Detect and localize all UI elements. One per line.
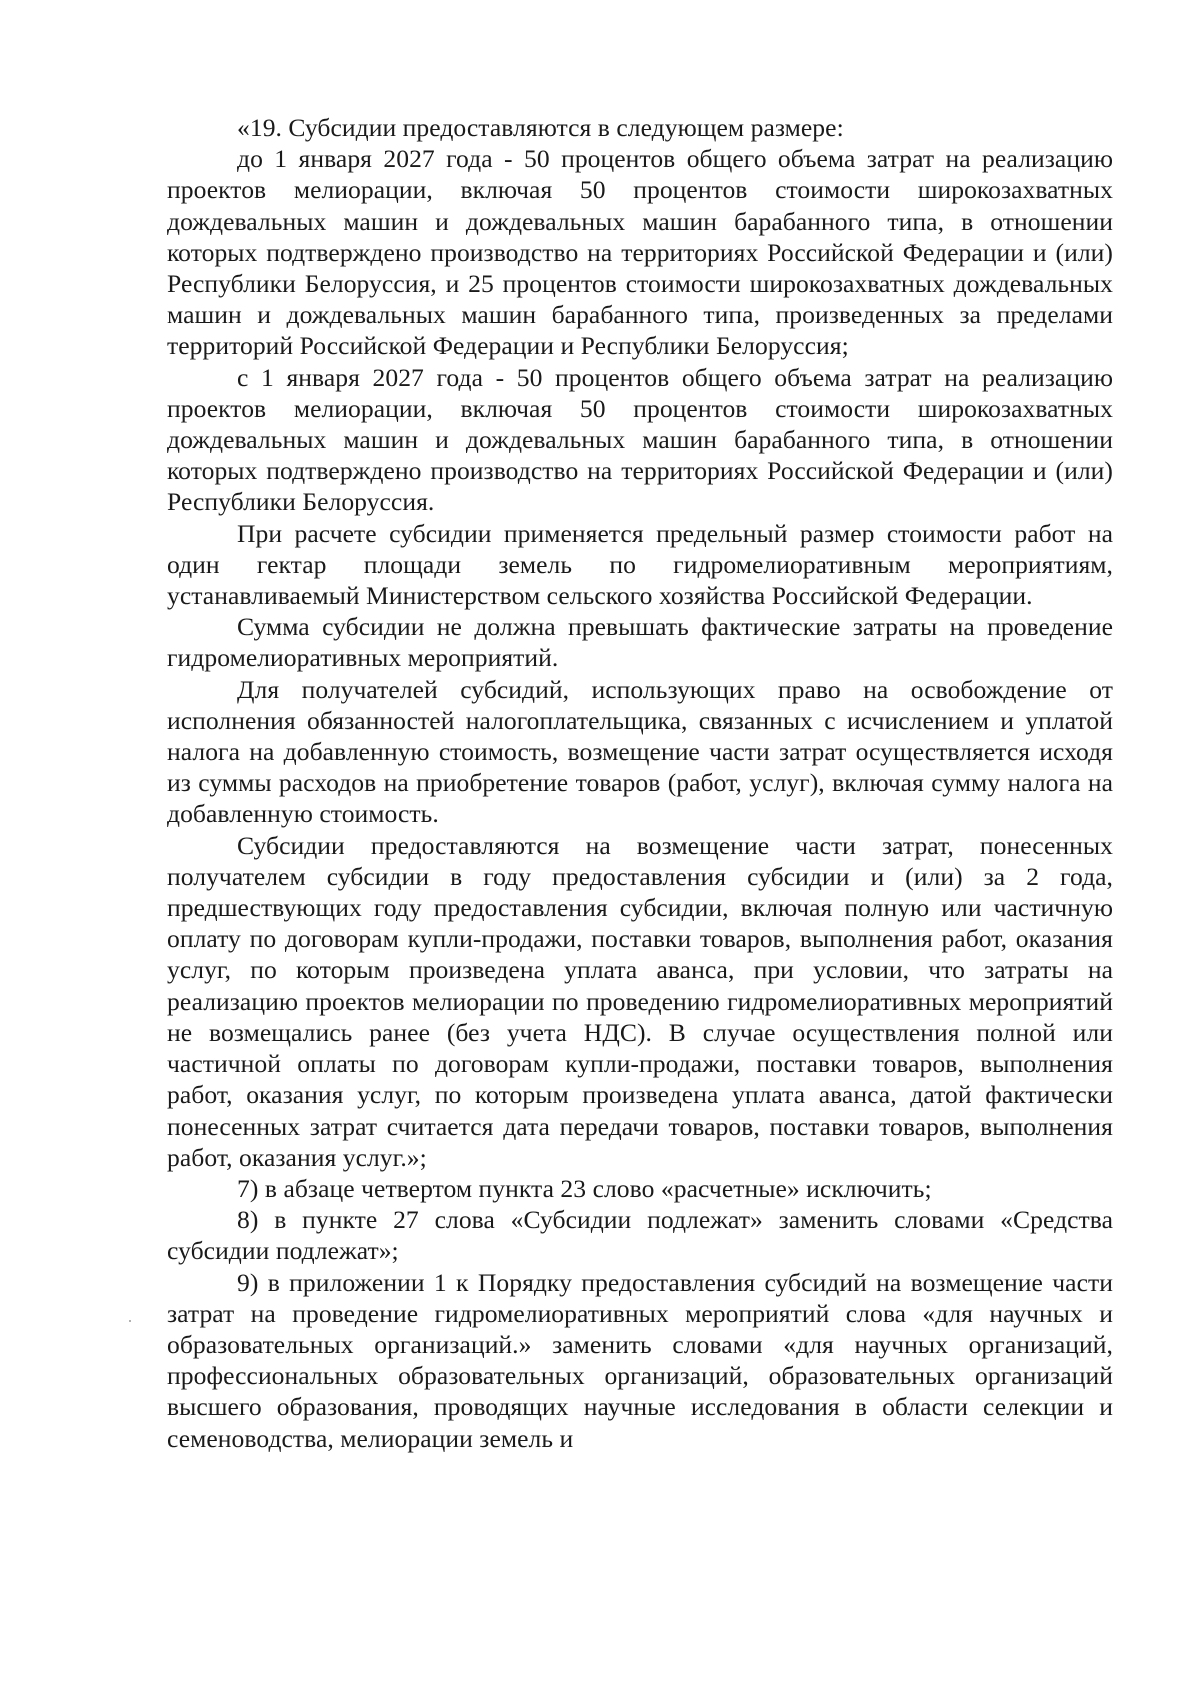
paragraph-cost-limit: При расчете субсидии применяется предельный размер стоимости работ на один гектар площади земель по гидромелиоративным мероприятиям, устанавливаемый Министерством сельского хозяйства Российской Федерации. xyxy=(167,518,1113,611)
paragraph-item-7: 7) в абзаце четвертом пункта 23 слово «расчетные» исключить; xyxy=(237,1173,932,1203)
paragraph-item-8: 8) в пункте 27 слова «Субсидии подлежат» заменить словами «Средства субсидии подлежат»; xyxy=(167,1205,1113,1266)
paragraph-subsidy-amount: Сумма субсидии не должна превышать фактические затраты на проведение гидромелиоративных мероприятий. xyxy=(167,612,1113,673)
paragraph-until-2027: до 1 января 2027 года - 50 процентов общего объема затрат на реализацию проектов мелиорации, включая 50 процентов стоимости широкозахватных дождевальных машин и дождевальных машин барабанного типа, в отношении которых подтверждено производство на территориях Российской Федерации и (или) Республики Белоруссия, и 25 процентов стоимости широкозахватных дождевальных машин и дождевальных машин барабанного типа, произведенных за пределами территорий Российской Федерации и Республики Белоруссия; xyxy=(167,144,1113,361)
document-body xyxy=(167,112,1113,1454)
paragraph-item-9: 9) в приложении 1 к Порядку предоставления субсидий на возмещение части затрат на проведение гидромелиоративных мероприятий слова «для научных и образовательных организаций.» заменить словами «для научных организаций, профессиональных образовательных организаций, образовательных организаций высшего образования, проводящих научные исследования в области селекции и семеноводства, мелиорации земель и xyxy=(167,1267,1113,1453)
paragraph-clause-19: «19. Субсидии предоставляются в следующем размере: xyxy=(237,113,844,142)
paragraph-from-2027: с 1 января 2027 года - 50 процентов общего объема затрат на реализацию проектов мелиорации, включая 50 процентов стоимости широкозахватных дождевальных машин и дождевальных машин барабанного типа, в отношении которых подтверждено производство на территориях Российской Федерации и (или) Республики Белоруссия. xyxy=(167,362,1113,517)
scan-speck xyxy=(129,1320,131,1322)
paragraph-vat-exempt: Для получателей субсидий, использующих право на освобождение от исполнения обязанностей налогоплательщика, связанных с исчислением и уплатой налога на добавленную стоимость, возмещение части затрат осуществляется исходя из суммы расходов на приобретение товаров (работ, услуг), включая сумму налога на добавленную стоимость. xyxy=(167,674,1113,829)
paragraph-reimbursement: Субсидии предоставляются на возмещение части затрат, понесенных получателем субсидии в году предоставления субсидии и (или) за 2 года, предшествующих году предоставления субсидии, включая полную или частичную оплату по договорам купли-продажи, поставки товаров, выполнения работ, оказания услуг, по которым произведена уплата аванса, при условии, что затраты на реализацию проектов мелиорации по проведению гидромелиоративных мероприятий не возмещались ранее (без учета НДС). В случае осуществления полной или частичной оплаты по договорам купли-продажи, поставки товаров, выполнения работ, оказания услуг, по которым произведена уплата аванса, датой фактически понесенных затрат считается дата передачи товаров, поставки товаров, выполнения работ, оказания услуг.»; xyxy=(167,830,1113,1172)
